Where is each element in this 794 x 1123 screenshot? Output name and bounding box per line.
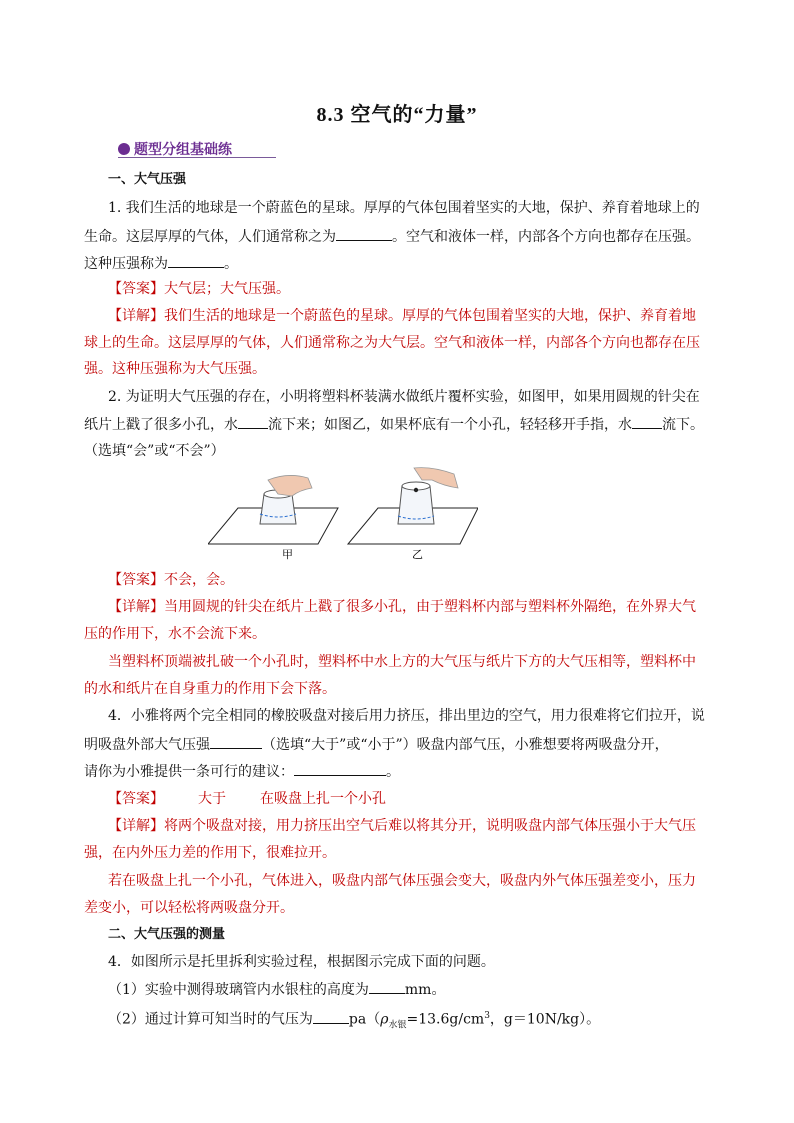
q3-detail-line-3: 若在吸盘上扎一个小孔，气体进入，吸盘内部气体压强会变大，吸盘内外气体压强差变小，压力 bbox=[108, 873, 696, 889]
q1-line-2: 生命。这层厚厚的气体，人们通常称之为 。空气和液体一样，内部各个方向也都存在压强。 bbox=[84, 226, 708, 247]
q4-line-3: （2）通过计算可知当时的气压为 $pa(\rho_{水银}=13.6g/cm^3$，g＝10N/kg）。 bbox=[108, 1006, 732, 1035]
q2-detail-line-1: 【详解】当用圆规的针尖在纸片上戳了很多小孔，由于塑料杯内部与塑料杯外隔绝，在外界大气 bbox=[108, 599, 696, 615]
q2-line-1: 2. 为证明大气压强的存在，小明将塑料杯装满水做纸片覆杯实验，如图甲，如果用圆规的针尖在 bbox=[108, 389, 700, 405]
q2-detail-line-3: 当塑料杯顶端被扎破一个小孔时，塑料杯中水上方的大气压与纸片下方的大气压相等，塑料杯中 bbox=[108, 654, 696, 670]
q4-line-1: 4．如图所示是托里拆利实验过程，根据图示完成下面的问题。 bbox=[108, 954, 495, 970]
cup-hole bbox=[414, 488, 418, 492]
cup-figure-svg bbox=[208, 466, 478, 566]
q3-line-2: 明吸盘外部大气压强 （选填“大于”或“小于”）吸盘内部气压，小雅想要将两吸盘分开， bbox=[84, 734, 708, 755]
bullet-icon bbox=[118, 143, 130, 155]
q2-answer: 【答案】不会，会。 bbox=[108, 572, 234, 588]
q1-line-1: 1. 我们生活的地球是一个蔚蓝色的星球。厚厚的气体包围着坚实的大地，保护、养育着地球上的 bbox=[108, 200, 700, 216]
q3-line-1: 4．小雅将两个完全相同的橡胶吸盘对接后用力挤压，排出里边的空气，用力很难将它们拉开，说 bbox=[108, 708, 705, 724]
q2-line-2: 纸片上戳了很多小孔，水 流下来；如图乙，如果杯底有一个小孔，轻轻移开手指，水 流下。 bbox=[84, 414, 708, 435]
page-title: 8.3 空气的“力量” bbox=[316, 104, 478, 126]
q2-detail-line-2: 压的作用下，水不会流下来。 bbox=[84, 626, 266, 642]
section-tag bbox=[118, 139, 276, 158]
q4-blank-2[interactable] bbox=[313, 1009, 349, 1024]
q3-answer: 【答案】 大于 在吸盘上扎一个小孔 bbox=[108, 791, 386, 807]
heading-atmospheric-pressure: 一、大气压强 bbox=[108, 172, 187, 187]
q4-blank-1[interactable] bbox=[369, 979, 405, 994]
q1-blank-1[interactable] bbox=[336, 226, 392, 241]
q1-answer: 【答案】大气层；大气压强。 bbox=[108, 281, 290, 297]
q3-detail-line-2: 强，在内外压力差的作用下，很难拉开。 bbox=[84, 845, 336, 861]
q2-blank-2[interactable] bbox=[632, 414, 662, 429]
q3-detail-line-1: 【详解】将两个吸盘对接，用力挤压出空气后难以将其分开，说明吸盘内部气体压强小于大气压 bbox=[108, 818, 696, 834]
q3-blank-1[interactable] bbox=[210, 734, 262, 749]
q3-line-3: 请你为小雅提供一条可行的建议： 。 bbox=[84, 761, 708, 782]
figure-label-a: 甲 bbox=[282, 548, 293, 561]
q2-line-3: （选填“会”或“不会”） bbox=[84, 443, 225, 459]
figure-cup-experiment bbox=[208, 466, 478, 566]
q1-detail-line-2: 球上的生命。这层厚厚的气体，人们通常称之为大气层。空气和液体一样，内部各个方向也都存在压 bbox=[84, 335, 700, 351]
q1-line-3: 这种压强称为 。 bbox=[84, 253, 708, 274]
q2-detail-line-4: 的水和纸片在自身重力的作用下会下落。 bbox=[84, 681, 336, 697]
heading-pressure-measurement: 二、大气压强的测量 bbox=[108, 927, 226, 942]
q1-detail-line-3: 强。这种压强称为大气压强。 bbox=[84, 361, 266, 377]
section-tag-label: 题型分组基础练 bbox=[134, 142, 232, 158]
q4-line-2: （1）实验中测得玻璃管内水银柱的高度为 mm。 bbox=[108, 979, 732, 1000]
q3-detail-line-4: 差变小，可以轻松将两吸盘分开。 bbox=[84, 900, 294, 916]
figure-label-b: 乙 bbox=[412, 548, 423, 561]
q1-detail-line-1: 【详解】我们生活的地球是一个蔚蓝色的星球。厚厚的气体包围着坚实的大地，保护、养育着地 bbox=[108, 308, 696, 324]
q1-blank-2[interactable] bbox=[168, 253, 224, 268]
q3-blank-2[interactable] bbox=[294, 761, 386, 776]
q2-blank-1[interactable] bbox=[238, 414, 268, 429]
